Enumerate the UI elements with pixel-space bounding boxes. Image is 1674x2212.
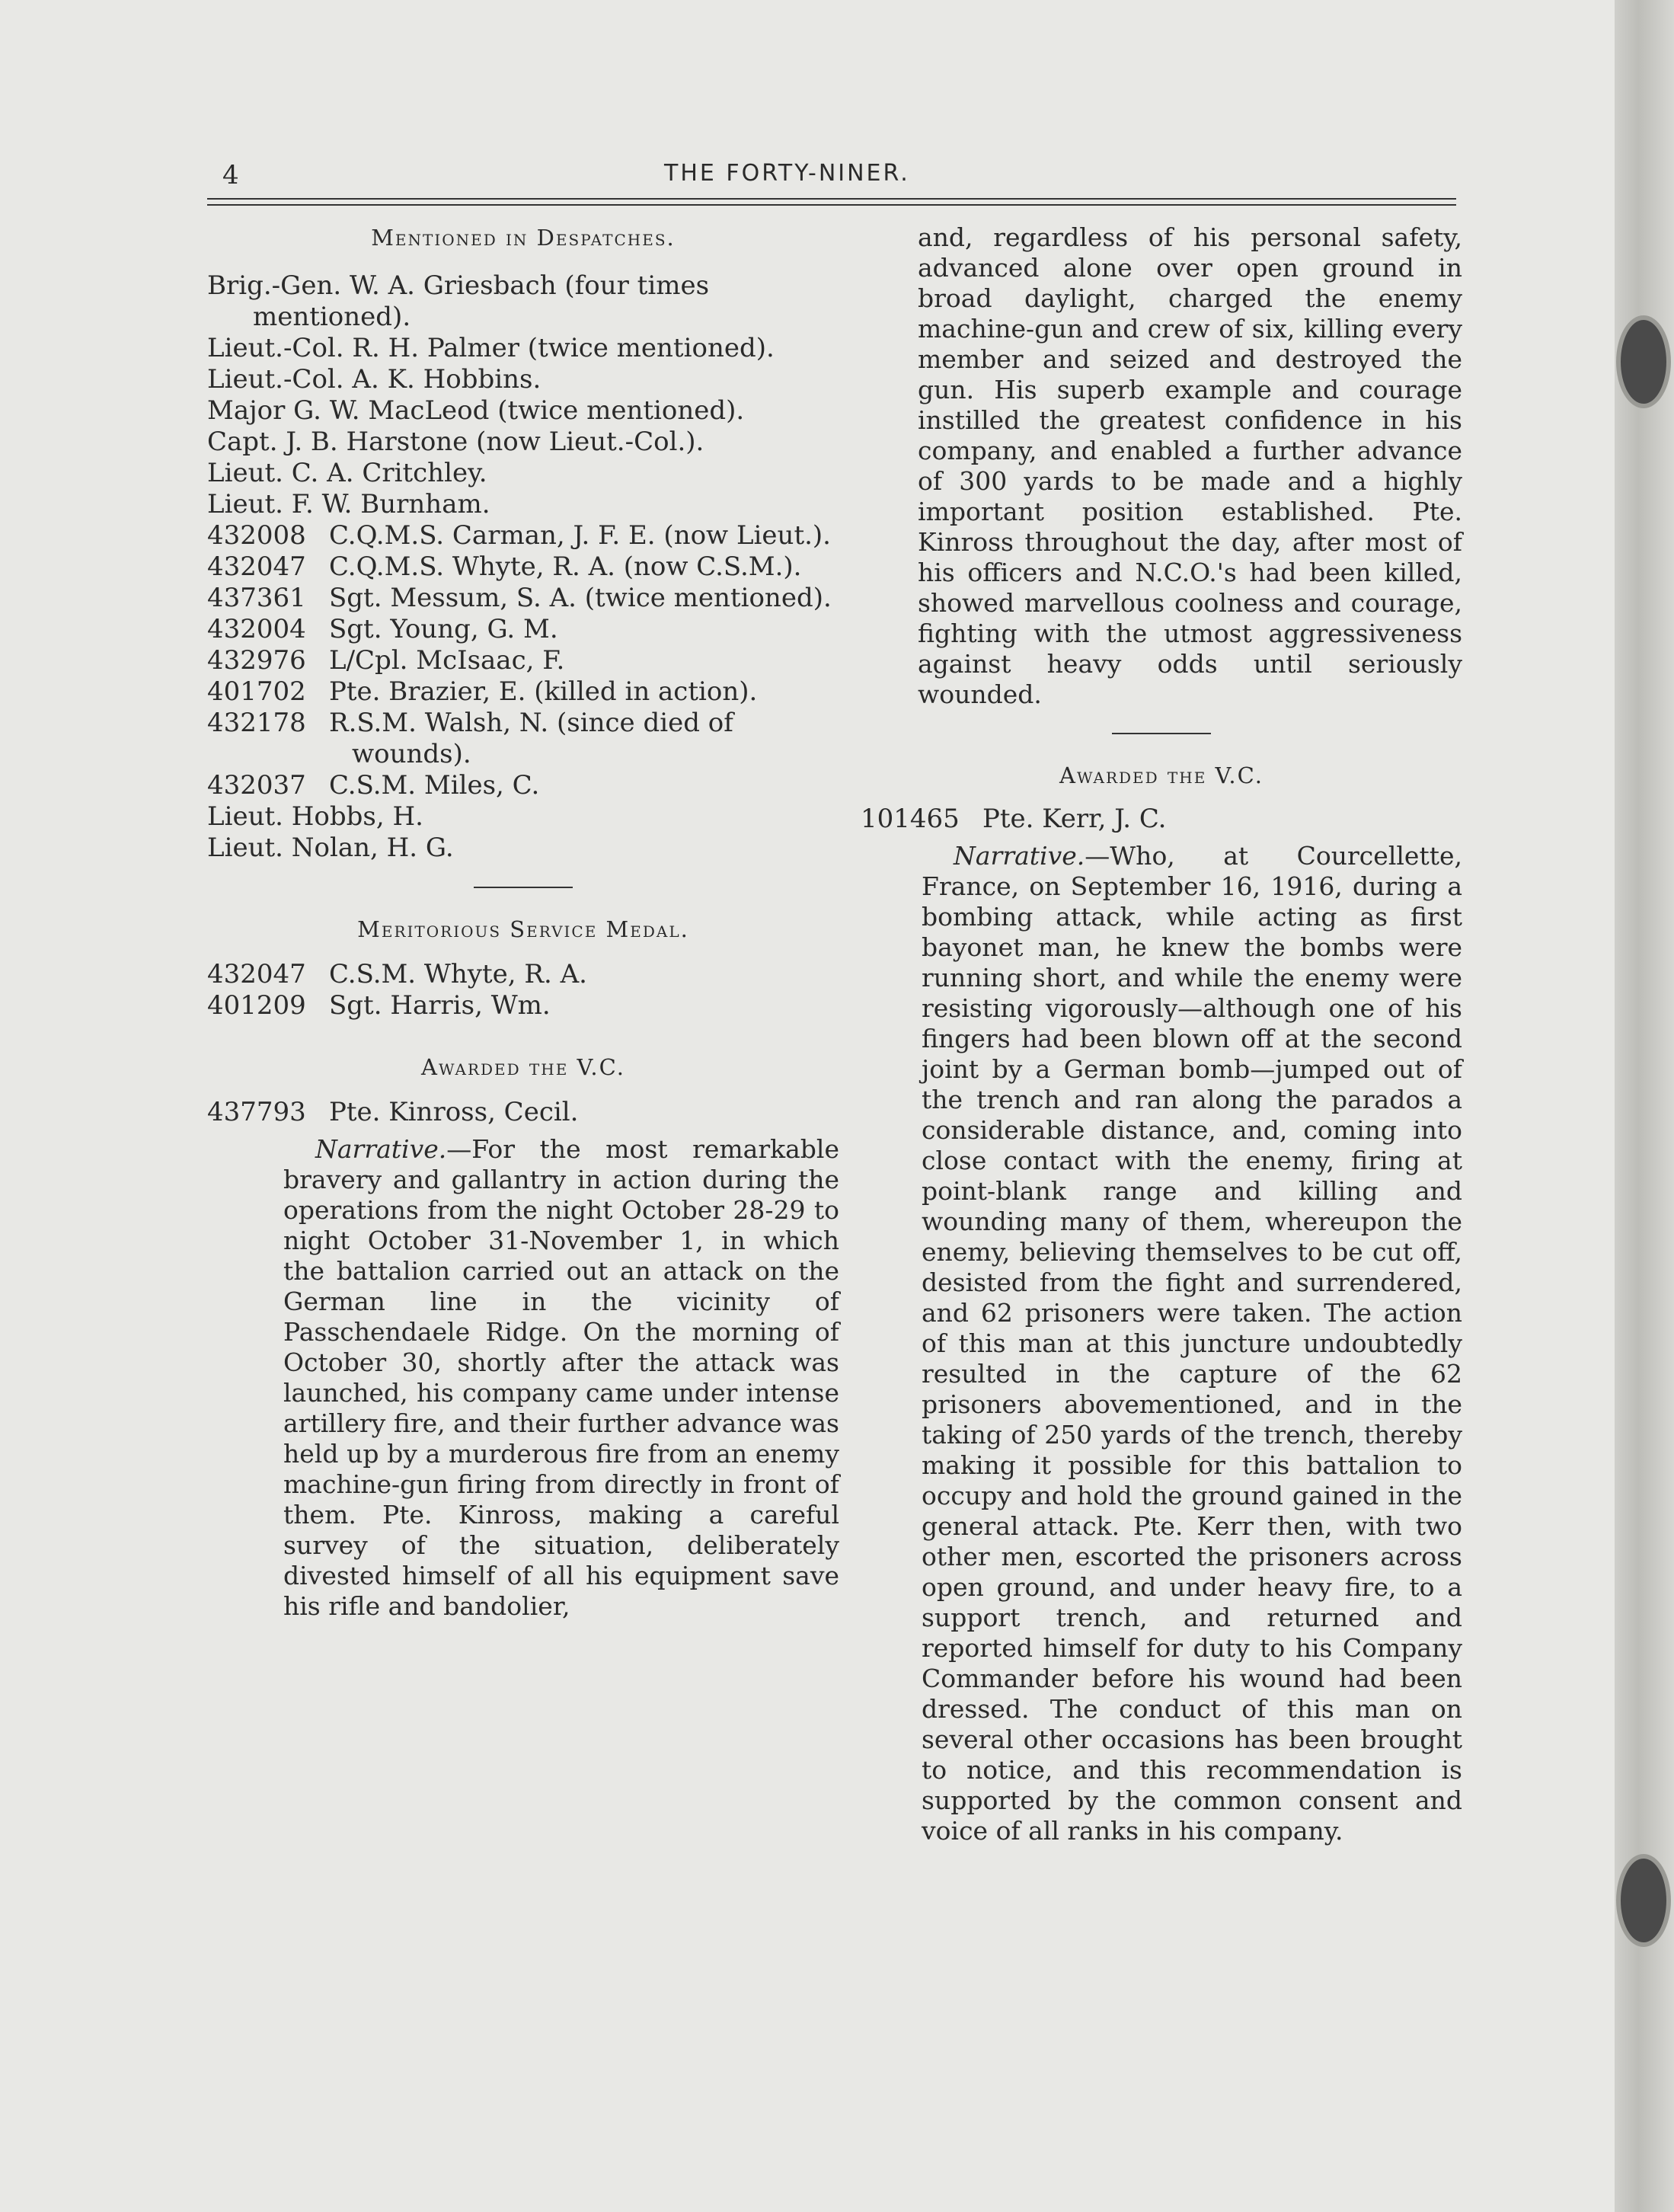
- list-item: [207, 708, 839, 770]
- service-number: 401702: [207, 676, 306, 707]
- narrative-continuation: and, regardless of his personal safety, advanced alone over open ground in broad daylight, charged the enemy machine-gun and crew of six, killing every member and seized and destroyed the gun. His superb example and courage instilled the greatest confidence in his company, and enabled a further advance of 300 yards to be made and a highly important position established. Pte. Kinross throughout the day, after most of his officers and N.C.O.'s had been killed, showed marvellous coolness and courage, fighting with the utmost aggressiveness against heavy odds until seriously wounded.: [918, 222, 1462, 709]
- service-number: 432976: [207, 645, 306, 676]
- service-number: 432037: [207, 770, 306, 801]
- list-item: Lieut.-Col. A. K. Hobbins.: [207, 364, 541, 395]
- service-number: 101465: [861, 804, 960, 834]
- list-item: [207, 520, 839, 551]
- service-number: 432008: [207, 520, 306, 551]
- section-heading: Mentioned in Despatches.: [371, 225, 676, 251]
- list-item: Lieut. Hobbs, H.: [207, 801, 423, 832]
- list-item: [207, 551, 839, 583]
- list-item-text: C.S.M. Whyte, R. A.: [329, 959, 587, 989]
- running-title: THE FORTY-NINER.: [664, 160, 910, 187]
- binder-hole: [1621, 1859, 1666, 1942]
- service-number: 432047: [207, 551, 306, 582]
- list-item: [207, 676, 839, 708]
- list-item: Lieut. C. A. Critchley.: [207, 458, 487, 488]
- service-number: 437361: [207, 583, 306, 613]
- service-number: 432004: [207, 614, 306, 644]
- recipient-name: Pte. Kerr, J. C.: [982, 804, 1167, 834]
- list-item-text: Pte. Brazier, E. (killed in action).: [329, 676, 758, 707]
- header-rule: [207, 204, 1456, 206]
- left-column: [207, 222, 839, 1622]
- list-item-text: Sgt. Messum, S. A. (twice mentioned).: [329, 583, 832, 613]
- section-divider: [1112, 733, 1211, 734]
- list-item: [207, 1097, 839, 1128]
- binder-hole: [1621, 320, 1666, 404]
- list-item: [207, 770, 839, 801]
- header-rule: [207, 198, 1456, 200]
- narrative-paragraph: [922, 841, 1462, 1846]
- section-heading: Meritorious Service Medal.: [357, 916, 689, 942]
- list-item: Lieut. Nolan, H. G.: [207, 833, 454, 863]
- narrative-text: —For the most remarkable bravery and gallantry in action during the operations from the night October 28-29 to night October 31-November 1, in which the battalion carried out an attack on the German line in the vicinity of Passchendaele Ridge. On the morning of October 30, shortly after the attack was launched, his company came under intense artillery fire, and their further advance was held up by a murderous fire from an enemy machine-gun firing from directly in front of them. Pte. Kinross, making a careful survey of the situation, deliberately divested himself of all his equipment save his rifle and bandolier,: [283, 1134, 839, 1621]
- list-item-text: Sgt. Young, G. M.: [329, 614, 558, 644]
- section-divider: [474, 887, 573, 888]
- recipient-name: Pte. Kinross, Cecil.: [329, 1097, 579, 1127]
- narrative-label: Narrative.: [954, 841, 1085, 871]
- list-item-text: R.S.M. Walsh, N. (since died of wounds).: [329, 708, 733, 769]
- list-item-text: C.S.M. Miles, C.: [329, 770, 540, 801]
- section-heading: Awarded the V.C.: [421, 1054, 625, 1080]
- service-number: 432047: [207, 959, 306, 989]
- list-item-text: C.Q.M.S. Carman, J. F. E. (now Lieut.).: [329, 520, 831, 551]
- right-column: [861, 222, 1462, 1846]
- list-item: Lieut.-Col. R. H. Palmer (twice mentioned).: [207, 333, 775, 363]
- section-heading: Awarded the V.C.: [1059, 762, 1263, 788]
- list-item: [207, 583, 839, 614]
- list-item: Lieut. F. W. Burnham.: [207, 489, 490, 519]
- narrative-paragraph: [283, 1134, 839, 1622]
- service-number: 432178: [207, 708, 306, 738]
- page-number: 4: [222, 160, 239, 190]
- list-item: [861, 804, 1462, 835]
- service-number: 437793: [207, 1097, 306, 1127]
- list-item: Brig.-Gen. W. A. Griesbach (four times mentioned).: [207, 270, 710, 332]
- list-item: Capt. J. B. Harstone (now Lieut.-Col.).: [207, 427, 704, 457]
- narrative-text: —Who, at Courcellette, France, on September 16, 1916, during a bombing attack, while acting as first bayonet man, he knew the bombs were running short, and while the enemy were resisting vigorously—although one of his fingers had been blown off at the second joint by a German bomb—jumped out of the trench and ran along the parados a considerable distance, and, coming into close contact with the enemy, firing at point-blank range and killing and wounding many of them, whereupon the enemy, believing themselves to be cut off, desisted from the fight and surrendered, and 62 prisoners were taken. The action of this man at this juncture undoubtedly resulted in the capture of the 62 prisoners abovementioned, and in the taking of 250 yards of the trench, thereby making it possible for this battalion to occupy and hold the ground gained in the general attack. Pte. Kerr then, with two other men, escorted the prisoners across open ground, and under heavy fire, to a support trench, and returned and reported himself for duty to his Company Commander before his wound had been dressed. The conduct of this man on several other occasions has been brought to notice, and this recommendation is supported by the common consent and voice of all ranks in his company.: [922, 841, 1462, 1846]
- list-item-text: L/Cpl. McIsaac, F.: [329, 645, 565, 676]
- narrative-label: Narrative.: [315, 1134, 447, 1164]
- list-item: [207, 990, 839, 1021]
- service-number: 401209: [207, 990, 306, 1021]
- list-item-text: C.Q.M.S. Whyte, R. A. (now C.S.M.).: [329, 551, 802, 582]
- list-item: [207, 645, 839, 676]
- list-item: [207, 614, 839, 645]
- list-item: [207, 959, 839, 990]
- list-item-text: Sgt. Harris, Wm.: [329, 990, 551, 1021]
- list-item: Major G. W. MacLeod (twice mentioned).: [207, 395, 745, 426]
- page-header: [207, 160, 1456, 206]
